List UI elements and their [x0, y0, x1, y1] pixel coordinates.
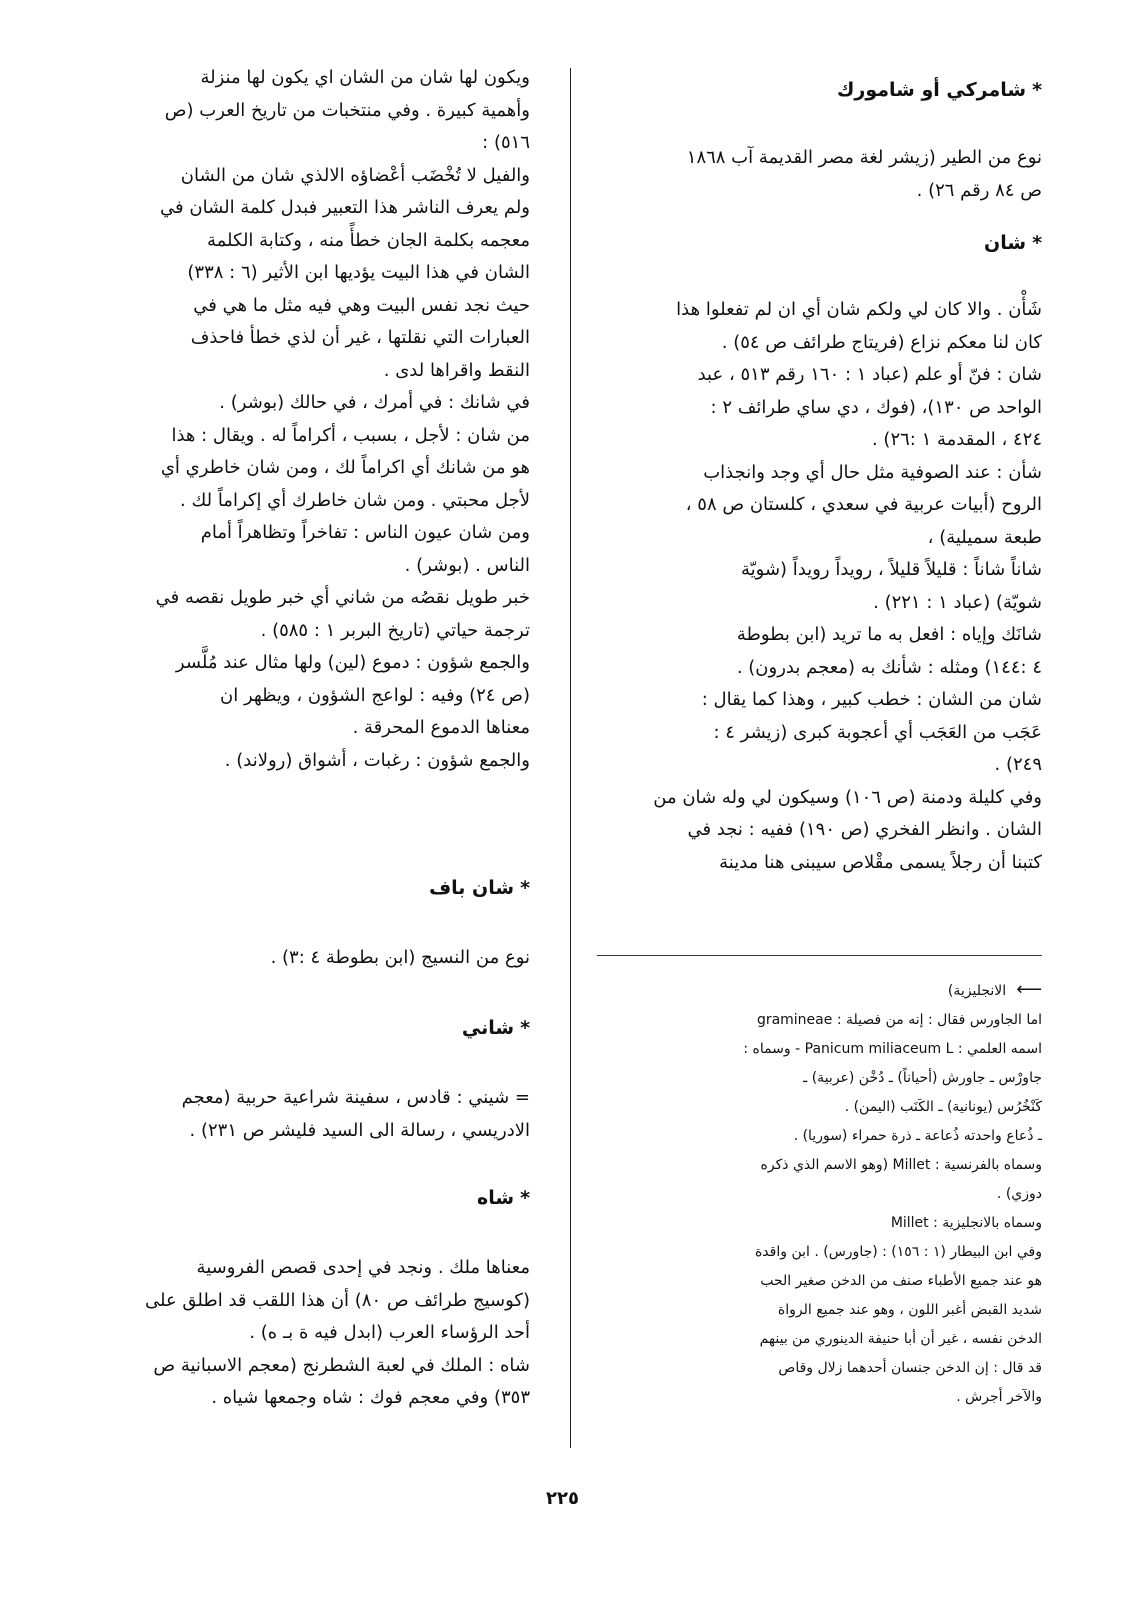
text-line: نوع من الطير (زيشر لغة مصر القديمة آب ١٨٦٨	[686, 147, 1042, 168]
footnote-line: ـ ذُعاع واحدته ذُعاعة ـ ذرة حمراء (سوريا) .	[793, 1128, 1042, 1144]
entry-shan-baf-body	[70, 942, 530, 975]
footnote-text: الانجليزية)	[947, 983, 1007, 999]
text-line: شانَك وإياه : افعل به ما تريد (ابن بطوطة	[736, 624, 1042, 645]
text-line: كتبنا أن رجلاً يسمى مقْلاص سيبنى هنا مدينة	[719, 851, 1042, 873]
text-line: الروح (أبيات عربية في سعدي ، كلستان ص ٥٨ ،	[685, 494, 1042, 515]
asterisk-icon: *	[520, 1017, 530, 1039]
footnotes	[597, 975, 1042, 1412]
entry-shamarki-body	[597, 142, 1042, 207]
text-line: ٤٢٤ ، المقدمة ١ :٢٦) .	[871, 429, 1042, 450]
page-number: ٢٢٥	[546, 1488, 579, 1509]
text-line: الادريسي ، رسالة الى السيد فليشر ص ٢٣١) .	[189, 1119, 530, 1141]
text-line: الشان في هذا البيت يؤديها ابن الأثير (٦ : ٣٣٨)	[187, 262, 530, 283]
asterisk-icon: *	[1032, 79, 1042, 101]
entry-shan	[597, 227, 1042, 259]
footnote-line: قد قال : إن الدخن جنسان أحدهما زلال وقاص	[778, 1360, 1042, 1376]
text-line: والفيل لا تُخْضَب أعْضاؤه الالذي شان من الشان	[180, 164, 530, 186]
footnote-line: الدخن نفسه ، غير أن أبا حنيفة الدينوري من بينهم	[759, 1331, 1042, 1347]
entry-shah-body	[70, 1252, 530, 1415]
continued-text	[70, 62, 530, 777]
entry-shan-body	[597, 294, 1042, 879]
text-line: أحد الرؤساء العرب (ابدل فيه ة بـ ه) .	[249, 1322, 530, 1343]
text-line: من شان : لأجل ، بسبب ، أكراماً له . ويقال : هذا	[171, 424, 530, 446]
text-line: عَجَب من العَجَب أي أعجوبة كبرى (زيشر ٤ :	[713, 721, 1042, 743]
text-line: هو من شانك أي اكراماً لك ، ومن شان خاطري أي	[160, 457, 530, 478]
text-line: كان لنا معكم نزاع (فريتاج طرائف ص ٥٤) .	[721, 331, 1042, 353]
text-line: والجمع شؤون : دموع (لين) ولها مثال عند مُلَّسر	[175, 652, 530, 673]
asterisk-icon: *	[520, 877, 530, 899]
entry-title-text: شاه	[477, 1187, 515, 1209]
entry-shamarki	[597, 74, 1042, 106]
text-line: وأهمية كبيرة . وفي منتخبات من تاريخ العرب (ص	[164, 99, 530, 121]
entry-title-text: شامركي أو شامورك	[836, 79, 1027, 101]
footnote-line: جاورْس ـ جاورش (أحياناً) ـ دُخْن (عربية) ـ	[803, 1070, 1042, 1086]
footnote-line: اما الجاورس فقال : إنه من فصيلة : gramineae	[756, 1012, 1042, 1028]
footnote-line: والآخر أجرش .	[956, 1389, 1042, 1405]
text-line: خبر طويل نقصُه من شاني أي خبر طويل نقصه في	[155, 587, 530, 608]
footnote-line: وسماه بالانجليزية : Millet	[890, 1215, 1042, 1231]
text-line: شان : فنّ أو علم (عباد ١ : ١٦٠ رقم ٥١٣ ، عبد	[697, 364, 1042, 385]
text-line: نوع من النسيج (ابن بطوطة ٤ :٣) .	[270, 947, 530, 968]
text-line: الناس . (بوشر) .	[404, 554, 530, 576]
arrow-icon: ⟵	[1016, 979, 1042, 1000]
text-line: شان من الشان : خطب كبير ، وهذا كما يقال :	[701, 689, 1042, 710]
text-line: وفي كليلة ودمنة (ص ١٠٦) وسيكون لي وله شان من	[653, 786, 1042, 808]
text-line: معجمه بكلمة الجان خطأً منه ، وكتابة الكلمة	[206, 229, 530, 251]
entry-title-text: شان	[984, 232, 1027, 254]
text-line: ترجمة حياتي (تاريخ البربر ١ : ٥٨٥) .	[260, 619, 530, 641]
text-line: والجمع شؤون : رغبات ، أشواق (رولاند) .	[224, 749, 530, 771]
footnote-line: اسمه العلمي : Panicum miliaceum L - وسماه :	[743, 1041, 1042, 1057]
text-line: العبارات التي نقلتها ، غير أن لذي خطأ فاحذف	[190, 327, 530, 348]
asterisk-icon: *	[1032, 232, 1042, 254]
text-line: شويّة) (عباد ١ : ٢٢١) .	[873, 591, 1042, 613]
text-line: شَأْن . والا كان لي ولكم شان أي ان لم تفعلوا هذا	[676, 299, 1042, 320]
text-line: الشان . وانظر الفخري (ص ١٩٠) ففيه : نجد في	[687, 819, 1042, 840]
footnote-line: وسماه بالفرنسية : Millet (وهو الاسم الذي ذكره	[760, 1157, 1042, 1173]
entry-title	[70, 872, 530, 904]
entry-shah	[70, 1182, 530, 1214]
text-line: لأجل محبتي . ومن شان خاطرك أي إكراماً لك .	[180, 489, 530, 511]
footnote-line: هو عند جميع الأطباء صنف من الدخن صغير الحب	[760, 1273, 1042, 1289]
footnote-line: كَنْخُرُس (يونانية) ـ الكَنَب (اليمن) .	[844, 1099, 1042, 1115]
entry-title	[70, 1182, 530, 1214]
text-line: ومن شان عيون الناس : تفاخراً وتظاهراً أمام	[200, 522, 530, 543]
text-line: شأن : عند الصوفية مثل حال أي وجد وانجذاب	[703, 461, 1042, 483]
text-line: ويكون لها شان من الشان اي يكون لها منزلة	[200, 67, 530, 88]
entry-shani-body	[70, 1082, 530, 1147]
text-line: الواحد ص ١٣٠)، (فوك ، دي ساي طرائف ٢ :	[710, 396, 1042, 418]
text-line: ولم يعرف الناشر هذا التعبير فبدل كلمة الشان في	[160, 197, 530, 218]
text-line: ٣٥٣) وفي معجم فوك : شاه وجمعها شياه .	[211, 1387, 530, 1408]
footnote-rule	[597, 955, 1042, 956]
text-line: طبعة سميلية) ،	[927, 526, 1042, 548]
column-divider	[570, 68, 571, 1448]
entry-title	[597, 74, 1042, 106]
text-line: ٤ :١٤٤) ومثله : شأنك به (معجم بدرون) .	[736, 656, 1042, 678]
text-line: معناها ملك . ونجد في إحدى قصص الفروسية	[196, 1257, 530, 1278]
entry-title-text: شاني	[461, 1017, 515, 1039]
footnote-line: شديد القبض أغبر اللون ، وهو عند جميع الرواة	[777, 1302, 1042, 1318]
text-line: ص ٨٤ رقم ٢٦) .	[916, 179, 1042, 201]
text-line: شاناً شاناً : قليلاً قليلاً ، رويداً رويداً (شويّة	[741, 559, 1042, 580]
entry-shani	[70, 1012, 530, 1044]
entry-title	[597, 227, 1042, 259]
entry-title	[70, 1012, 530, 1044]
text-line: (كوسيج طرائف ص ٨٠) أن هذا اللقب قد اطلق على	[145, 1289, 530, 1311]
text-line: (ص ٢٤) وفيه : لواعج الشؤون ، ويظهر ان	[220, 684, 530, 706]
text-line: شاه : الملك في لعبة الشطرنج (معجم الاسبانية ص	[153, 1354, 530, 1376]
text-line: حيث نجد نفس البيت وهي فيه مثل ما هي في	[193, 294, 530, 316]
text-line: ٢٤٩) .	[994, 754, 1042, 775]
text-line: في شانك : في أمرك ، في حالك (بوشر) .	[219, 392, 530, 413]
text-line: النقط واقراها لدى .	[383, 359, 530, 381]
footnote-line: دوزي) .	[996, 1186, 1042, 1202]
entry-shan-baf	[70, 872, 530, 904]
text-line: ٥١٦) :	[482, 132, 530, 153]
asterisk-icon: *	[520, 1187, 530, 1209]
entry-title-text: شان باف	[429, 877, 515, 899]
text-line: معناها الدموع المحرقة .	[352, 717, 530, 738]
text-line: = شيني : قادس ، سفينة شراعية حربية (معجم	[181, 1087, 530, 1108]
footnote-line: وفي ابن البيطار (١ : ١٥٦) : (جاورس) . ابن واقدة	[754, 1244, 1042, 1260]
footnote-line	[597, 975, 1042, 1006]
